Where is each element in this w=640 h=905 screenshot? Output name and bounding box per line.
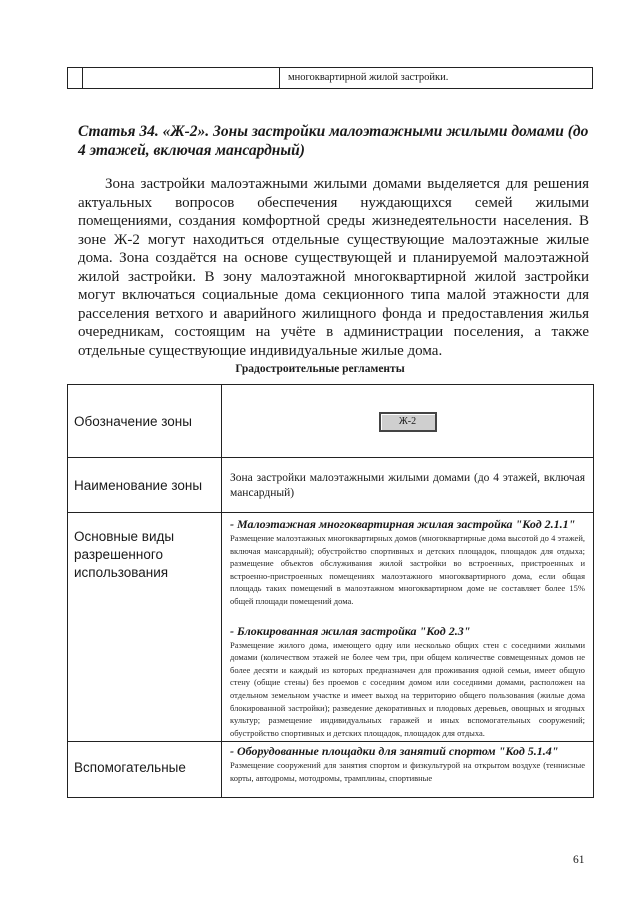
- basic-uses-list: [222, 513, 594, 742]
- use-item-description: Размещение малоэтажных многоквартирных домов (многоквартирные дома высотой до 4 этажей, включая мансардный); обустройство спортивных и детских площадок, площадок для отдыха; размещение объектов обслуживания жилой застройки во встроенных, пристроенных и встроенно-пристроенных помещениях малоэтажного многоквартирного дома, если общая площадь таких помещений в малоэтажном многоквартирном доме не составляет более 15% общей площади помещений дома.: [230, 533, 585, 606]
- page-number: 61: [573, 854, 585, 866]
- top-table-cell-text: многоквартирной жилой застройки.: [288, 72, 449, 83]
- zone-code-badge: Ж-2: [379, 412, 437, 432]
- use-item-title: - Блокированная жилая застройка "Код 2.3": [230, 623, 471, 638]
- top-table-cell-label: [83, 68, 280, 88]
- zone-name-label: Наименование зоны: [68, 458, 222, 513]
- basic-uses-label: Основные виды разрешенного использования: [68, 513, 222, 742]
- zone-designation-row: [68, 385, 594, 458]
- article-body: Зона застройки малоэтажными жилыми домами выделяется для решения актуальных вопросов обеспечения нуждающихся семей жилыми помещениями, создания комфортной среды жизнедеятельности населения. В зоне Ж-2 могут находиться отдельные существующие малоэтажные жилые дома. Зона создаётся на основе существующей и планируемой малоэтажной жилой застройки. В зону малоэтажной многоквартирной жилой застройки могут включаться социальные дома секционного типа малой этажности для расселения ветхого и аварийного жилищного фонда и предоставления жилья очередникам, состоящим на учёте в администрации поселения, а также отдельные существующие индивидуальные жилые дома.: [78, 176, 589, 359]
- regulations-title: Градостроительные регламенты: [235, 363, 405, 375]
- use-item-description: Размещение сооружений для занятия спортом и физкультурой на открытом воздухе (теннисные корты, автодромы, мотодромы, трамплины, спортивные: [230, 760, 585, 783]
- zone-designation-label: Обозначение зоны: [68, 385, 222, 458]
- use-item-title: - Оборудованные площадки для занятий спортом "Код 5.1.4": [230, 744, 559, 759]
- top-table-cell-number: [68, 68, 83, 88]
- zone-designation-value: [222, 385, 594, 458]
- auxiliary-uses-row: [68, 742, 594, 798]
- use-item: [230, 517, 585, 608]
- basic-uses-row: [68, 513, 594, 742]
- top-table-fragment: [67, 67, 593, 89]
- regulations-table: [67, 384, 594, 798]
- zone-name-value: Зона застройки малоэтажными жилыми домами (до 4 этажей, включая мансардный): [222, 458, 594, 513]
- auxiliary-uses-list: [222, 742, 594, 798]
- use-item-title: - Малоэтажная многоквартирная жилая застройка "Код 2.1.1": [230, 517, 576, 531]
- use-item: [230, 624, 585, 740]
- zone-name-row: [68, 458, 594, 513]
- use-item-description: Размещение жилого дома, имеющего одну или несколько общих стен с соседними жилыми домами (количеством этажей не более чем три, при общем количестве совмещенных домов не более десяти и каждый из которых предназначен для проживания одной семьи, имеет общую стену (общие стены) без проемов с соседним домом или соседними домами, расположен на отдельном земельном участке и имеет выход на территорию общего пользования (жилые дома блокированной застройки); разведение декоративных и плодовых деревьев, овощных и ягодных культур; размещение индивидуальных гаражей и иных вспомогательных сооружений; обустройство спортивных и детских площадок, площадок для отдыха.: [230, 639, 585, 738]
- auxiliary-uses-label: Вспомогательные: [68, 742, 222, 798]
- article-title: Статья 34. «Ж-2». Зоны застройки малоэтажными жилыми домами (до 4 этажей, включая мансардный): [78, 123, 589, 159]
- use-item: [230, 744, 585, 784]
